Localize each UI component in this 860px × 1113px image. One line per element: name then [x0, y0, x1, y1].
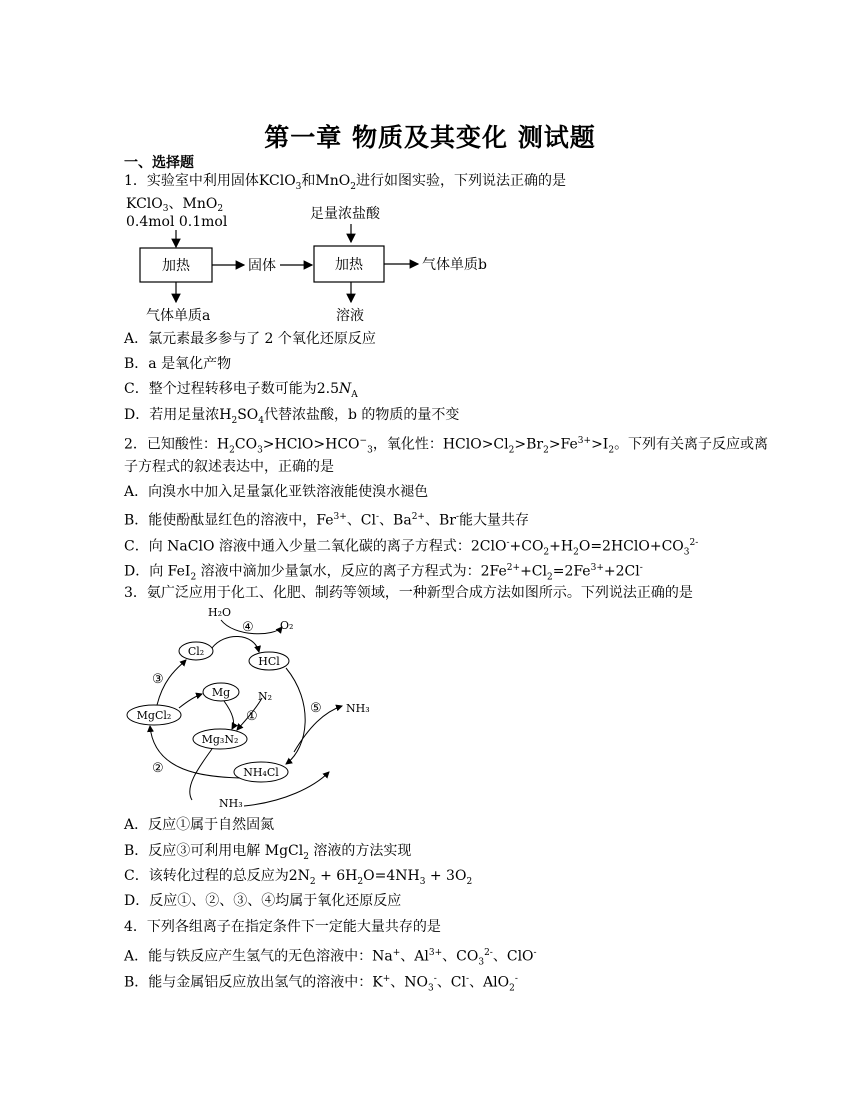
q1-option-a: A．氯元素最多参与了 2 个氧化还原反应 [124, 331, 376, 347]
q3-option-d: D．反应①、②、③、④均属于氧化还原反应 [124, 893, 402, 909]
q3-stem: 3．氨广泛应用于化工、化肥、制药等领域，一种新型合成方法如图所示。下列说法正确的是 [124, 585, 693, 601]
q3-option-b: B．反应③可利用电解 MgCl$_2$ 溶液的方法实现 [124, 843, 412, 862]
q3-cl2-label: Cl₂ [187, 645, 205, 658]
q3-n2-label: N₂ [258, 690, 273, 703]
q3-nh3-bottom-label: NH₃ [219, 797, 243, 810]
q1-box1-label: 加热 [162, 258, 190, 274]
q2-stem-line2: 子方程式的叙述表达中，正确的是 [124, 459, 334, 475]
q1-solution-label: 溶液 [336, 308, 364, 324]
q1-option-c: C．整个过程转移电子数可能为$2.5N_A$ [124, 381, 358, 400]
q3-mg3n2-label: Mg₃N₂ [201, 733, 239, 746]
q1-option-b: B．a 是氧化产物 [124, 356, 232, 372]
q3-step5: ⑤ [310, 701, 322, 716]
q3-mg-label: Mg [211, 686, 231, 699]
q1-hcl-label: 足量浓盐酸 [310, 206, 380, 222]
q3-step2: ② [152, 761, 164, 776]
q3-nh4cl-label: NH₄Cl [243, 766, 279, 779]
q3-o2-label: O₂ [280, 619, 294, 632]
q1-out-b-label: 气体单质b [422, 257, 487, 273]
q3-arrow-cl2-to-hcl [212, 636, 259, 652]
q3-step3: ③ [152, 672, 164, 687]
q1-out-a-label: 气体单质a [146, 308, 211, 324]
page-title: 第一章 物质及其变化 测试题 [264, 123, 596, 152]
q2-option-b: B．能使酚酞显红色的溶液中，$Fe^{3+}$、Cl-、$Ba^{2+}$、Br-能大量共存 [124, 512, 530, 529]
q3-option-c: C．该转化过程的总反应为$2N_2 + 6H_2O=4NH_3 + 3O_2$ [124, 868, 473, 887]
q1-mid-label: 固体 [248, 258, 276, 274]
q1-flow-diagram [124, 192, 524, 328]
q3-step1: ① [246, 709, 258, 724]
q3-mgcl2-label: MgCl₂ [136, 709, 172, 722]
q3-option-a: A．反应①属于自然固氮 [124, 817, 275, 833]
q3-nh3-top-label: NH₃ [346, 702, 370, 715]
q1-box2-label: 加热 [335, 257, 363, 273]
q1-reagent-label: KClO$_3$、MnO$_2$ [126, 196, 224, 214]
q3-step4: ④ [242, 620, 254, 635]
q1-option-d: D．若用足量浓$H_2SO_4$代替浓盐酸，b 的物质的量不变 [124, 407, 460, 426]
q4-option-a: A．能与铁反应产生氢气的无色溶液中：Na+、$Al^{3+}$、$CO_3^{2-}$、ClO- [124, 948, 537, 968]
q2-option-a: A．向溴水中加入足量氯化亚铁溶液能使溴水褪色 [124, 484, 429, 500]
q1-amount-label: 0.4mol 0.1mol [126, 214, 228, 230]
q3-arrow-mgcl2-to-mg [179, 694, 202, 708]
section-heading: 一、选择题 [124, 155, 194, 171]
q4-stem: 4．下列各组离子在指定条件下一定能大量共存的是 [124, 919, 441, 935]
q2-option-d: D．向 FeI$_2$ 溶液中滴加少量氯水，反应的离子方程式为：$2Fe^{2+}+Cl_2=2Fe^{3+}+2Cl^-$ [124, 563, 643, 583]
q1-stem: 1．实验室中利用固体KClO$_3$和MnO$_2$进行如图实验，下列说法正确的是 [124, 173, 566, 192]
q3-h2o-label: H₂O [208, 606, 232, 619]
q2-stem-line1: 2．已知酸性：$H_2CO_3>HClO>HCO^-_3$，氧化性：$HClO>Cl_2>Br_2>Fe^{3+}>I_2$。下列有关离子反应或离 [124, 436, 769, 456]
q3-cycle-diagram [124, 602, 374, 812]
q3-hcl-label: HCl [258, 655, 280, 668]
q3-arrow-mg-to-mg3n2 [224, 701, 234, 729]
q4-option-b: B．能与金属铝反应放出氢气的溶液中：K+、$NO_3^-$、Cl-、AlO$_2$- [124, 974, 518, 994]
q2-option-c: C．向 NaClO 溶液中通入少量二氧化碳的离子方程式：$2ClO^-+CO_2+H_2O=2HClO+CO_3^{2-}$ [124, 538, 699, 558]
